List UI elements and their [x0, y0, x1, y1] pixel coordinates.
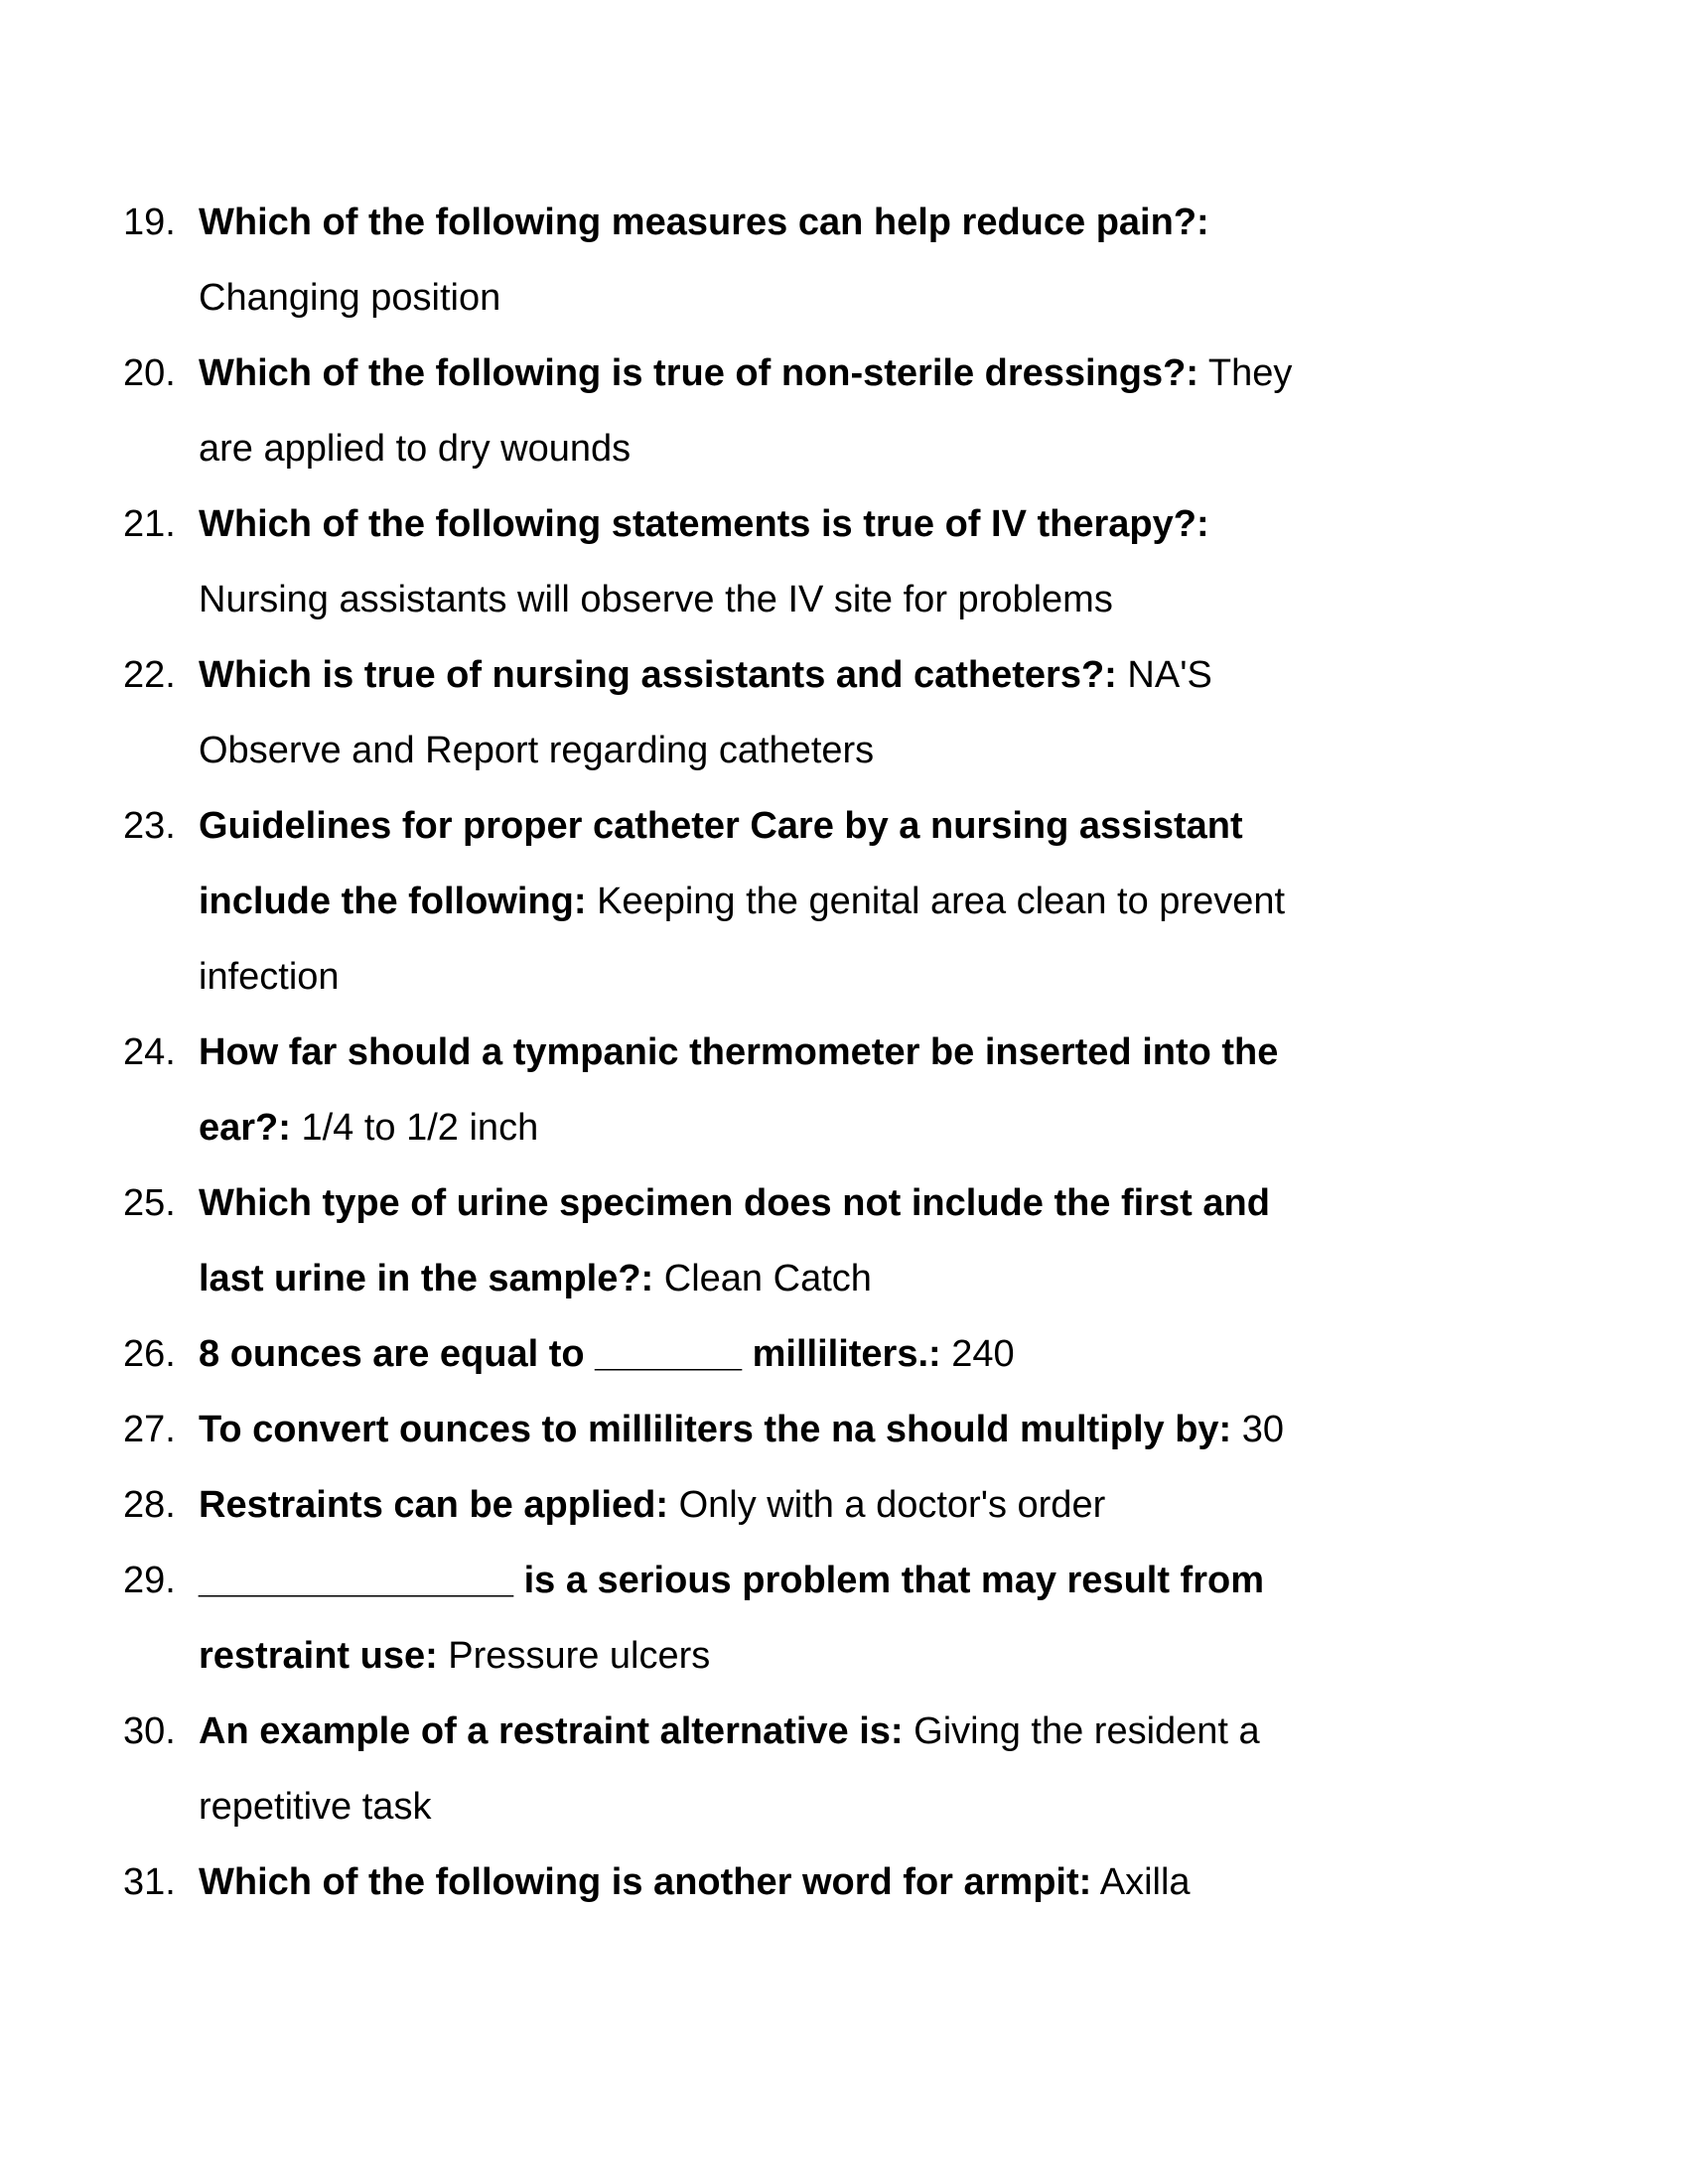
list-item [0, 1316, 1688, 1392]
answer-text: Axilla [1091, 1861, 1191, 1903]
list-item [0, 1844, 1688, 1920]
list-item [0, 788, 1688, 1015]
text-line [199, 1241, 1509, 1316]
text-line [199, 411, 1509, 486]
question-answer-list [0, 185, 1688, 1920]
answer-text: 240 [940, 1333, 1015, 1375]
text-line [199, 1392, 1509, 1467]
answer-text: are applied to dry wounds [199, 428, 632, 470]
list-item [0, 637, 1688, 788]
item-number: 27. [123, 1409, 176, 1450]
question-text: Guidelines for proper catheter Care by a nursing assistant [199, 805, 1243, 847]
item-number: 26. [123, 1333, 176, 1375]
text-line [199, 1015, 1509, 1090]
question-text: 8 ounces are equal to _______ milliliters.: [199, 1333, 941, 1375]
item-body [199, 336, 1509, 486]
text-line [199, 713, 1509, 788]
text-line [199, 1090, 1509, 1165]
text-line [199, 939, 1509, 1015]
answer-text: Only with a doctor's order [668, 1484, 1106, 1526]
answer-text: Changing position [199, 277, 501, 319]
question-text: ear?: [199, 1107, 291, 1149]
answer-text: Observe and Report regarding catheters [199, 730, 875, 771]
item-number: 22. [123, 654, 176, 696]
answer-text: 1/4 to 1/2 inch [290, 1107, 539, 1149]
text-line [199, 260, 1509, 336]
list-item [0, 1694, 1688, 1844]
answer-text: 30 [1231, 1409, 1285, 1450]
text-line [199, 788, 1509, 864]
answer-text: Pressure ulcers [437, 1635, 711, 1677]
question-text: Restraints can be applied: [199, 1484, 669, 1526]
text-line [199, 1618, 1509, 1694]
item-number: 21. [123, 503, 176, 545]
item-body [199, 1467, 1509, 1543]
text-line [199, 1543, 1509, 1618]
text-line [199, 1165, 1509, 1241]
item-body [199, 788, 1509, 1015]
answer-text: Giving the resident a [903, 1710, 1260, 1752]
text-line [199, 336, 1509, 411]
question-text: Which type of urine specimen does not include the first and [199, 1182, 1270, 1224]
item-number: 20. [123, 352, 176, 394]
item-number: 25. [123, 1182, 176, 1224]
text-line [199, 562, 1509, 637]
question-text: Which of the following is another word for armpit: [199, 1861, 1092, 1903]
list-item [0, 1015, 1688, 1165]
item-body [199, 1015, 1509, 1165]
list-item [0, 1165, 1688, 1316]
list-item [0, 1467, 1688, 1543]
item-body [199, 1694, 1509, 1844]
item-body [199, 1392, 1509, 1467]
answer-text: Keeping the genital area clean to prevent [586, 881, 1286, 922]
item-number: 30. [123, 1710, 176, 1752]
item-body [199, 1543, 1509, 1694]
item-number: 19. [123, 202, 176, 243]
text-line [199, 486, 1509, 562]
text-line [199, 864, 1509, 939]
text-line [199, 1467, 1509, 1543]
item-body [199, 486, 1509, 637]
item-number: 29. [123, 1560, 176, 1601]
question-text: _______________ is a serious problem that may result from [199, 1560, 1264, 1601]
question-text: Which is true of nursing assistants and catheters?: [199, 654, 1117, 696]
question-text: restraint use: [199, 1635, 438, 1677]
question-text: To convert ounces to milliliters the na should multiply by: [199, 1409, 1232, 1450]
answer-text: Clean Catch [653, 1258, 872, 1299]
item-body [199, 1165, 1509, 1316]
answer-text: repetitive task [199, 1786, 432, 1828]
question-text: An example of a restraint alternative is: [199, 1710, 904, 1752]
list-item [0, 336, 1688, 486]
list-item [0, 185, 1688, 336]
question-text: include the following: [199, 881, 587, 922]
question-text: Which of the following measures can help reduce pain?: [199, 202, 1209, 243]
item-body [199, 1844, 1509, 1920]
text-line [199, 1316, 1509, 1392]
item-body [199, 1316, 1509, 1392]
item-number: 24. [123, 1031, 176, 1073]
item-number: 28. [123, 1484, 176, 1526]
answer-text: infection [199, 956, 340, 998]
answer-text: Nursing assistants will observe the IV site for problems [199, 579, 1113, 620]
text-line [199, 1769, 1509, 1844]
text-line [199, 637, 1509, 713]
text-line [199, 185, 1509, 260]
text-line [199, 1844, 1509, 1920]
text-line [199, 1694, 1509, 1769]
list-item [0, 1543, 1688, 1694]
item-body [199, 637, 1509, 788]
question-text: Which of the following statements is true of IV therapy?: [199, 503, 1209, 545]
question-text: Which of the following is true of non-sterile dressings?: [199, 352, 1199, 394]
question-text: How far should a tympanic thermometer be inserted into the [199, 1031, 1279, 1073]
list-item [0, 1392, 1688, 1467]
item-number: 31. [123, 1861, 176, 1903]
item-number: 23. [123, 805, 176, 847]
answer-text: They [1198, 352, 1293, 394]
answer-text: NA'S [1116, 654, 1212, 696]
item-body [199, 185, 1509, 336]
question-text: last urine in the sample?: [199, 1258, 654, 1299]
list-item [0, 486, 1688, 637]
